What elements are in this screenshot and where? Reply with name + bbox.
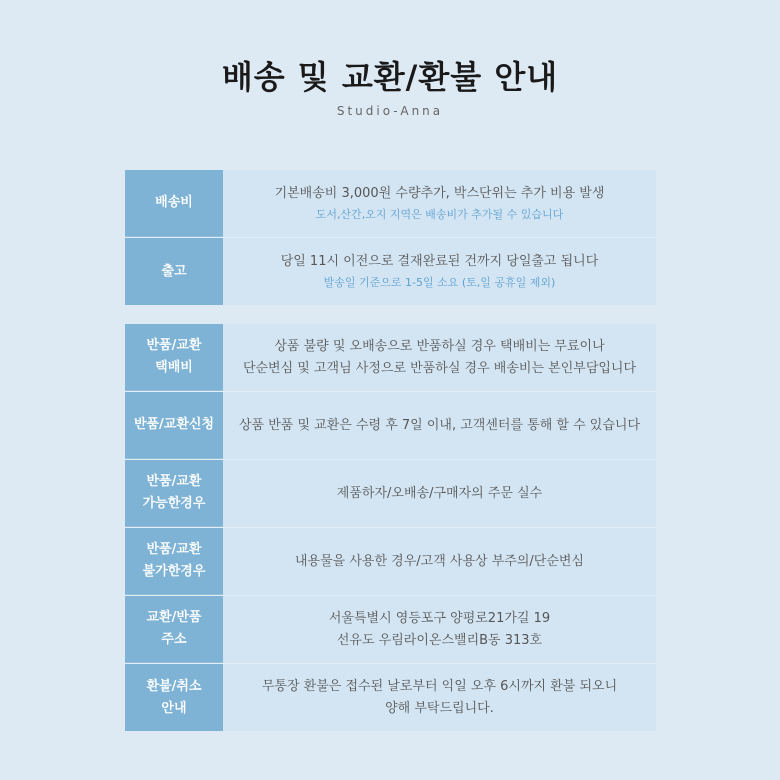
row-label-text: 주소 (161, 632, 187, 647)
row-content-line: 제품하자/오배송/구매자의 주문 실수 (336, 485, 543, 501)
row-label-text: 출고 (161, 263, 187, 279)
row-label (125, 238, 223, 305)
row-content-note: 발송일 기준으로 1-5일 소요 (토,일 공휴일 제외) (323, 275, 556, 289)
row-label (125, 170, 223, 237)
row-label-text: 불가한경우 (142, 564, 206, 579)
row-content-line: 서울특별시 영등포구 양평로21가길 19 (328, 610, 551, 626)
row-content (223, 596, 656, 663)
row-content (223, 392, 656, 459)
table-row-return-request (125, 392, 656, 460)
row-content-line: 상품 반품 및 교환은 수령 후 7일 이내, 고객센터를 통해 할 수 있습니다 (238, 417, 641, 433)
row-label-text: 택배비 (155, 360, 193, 375)
table-row-return-shipping-fee (125, 324, 656, 392)
row-label-text: 반품/교환 (146, 542, 202, 557)
table-row-dispatch (125, 238, 656, 305)
row-content-line: 단순변심 및 고객님 사정으로 반품하실 경우 배송비는 본인부담입니다 (242, 360, 637, 376)
row-label-text: 안내 (161, 700, 187, 716)
row-content-line: 당일 11시 이전으로 결재완료된 건까지 당일출고 됩니다 (280, 253, 599, 269)
shipping-info-table (125, 170, 656, 305)
row-label-text: 가능한경우 (142, 496, 206, 511)
row-content (223, 460, 656, 527)
row-label-text: 교환/반품 (146, 610, 202, 625)
row-label-text: 배송비 (155, 195, 193, 210)
row-label-text: 반품/교환 (146, 338, 202, 353)
row-content-line: 내용물을 사용한 경우/고객 사용상 부주의/단순변심 (294, 553, 584, 569)
table-row-shipping-fee (125, 170, 656, 238)
row-label (125, 460, 223, 527)
brand-subtitle: Studio-Anna (336, 104, 444, 118)
row-label (125, 324, 223, 391)
row-content (223, 528, 656, 595)
row-content (223, 170, 656, 237)
row-content-line: 기본배송비 3,000원 수량추가, 박스단위는 추가 비용 발생 (274, 185, 605, 201)
row-label (125, 596, 223, 663)
row-label-text: 반품/교환 (146, 474, 202, 489)
row-label (125, 528, 223, 595)
row-content-line: 상품 불량 및 오배송으로 반품하실 경우 택배비는 무료이나 (274, 338, 605, 354)
row-label (125, 392, 223, 459)
row-label-text: 반품/교환신청 (133, 417, 215, 432)
row-content (223, 664, 656, 731)
page-title: 배송 및 교환/환불 안내 (221, 58, 559, 96)
table-row-return-impossible (125, 528, 656, 596)
row-label (125, 664, 223, 731)
table-row-return-address (125, 596, 656, 664)
row-content-line: 선유도 우림라이온스밸리B동 313호 (336, 632, 543, 648)
row-content (223, 324, 656, 391)
row-content-line: 양해 부탁드립니다. (385, 700, 494, 716)
row-label-text: 환불/취소 (146, 678, 202, 694)
return-exchange-table (125, 324, 656, 731)
row-content-line: 무통장 환불은 접수된 날로부터 익일 오후 6시까지 환불 되오니 (261, 678, 618, 694)
table-row-return-possible (125, 460, 656, 528)
row-content-note: 도서,산간,오지 지역은 배송비가 추가될 수 있습니다 (315, 207, 564, 221)
row-content (223, 238, 656, 305)
table-row-refund-info (125, 664, 656, 731)
